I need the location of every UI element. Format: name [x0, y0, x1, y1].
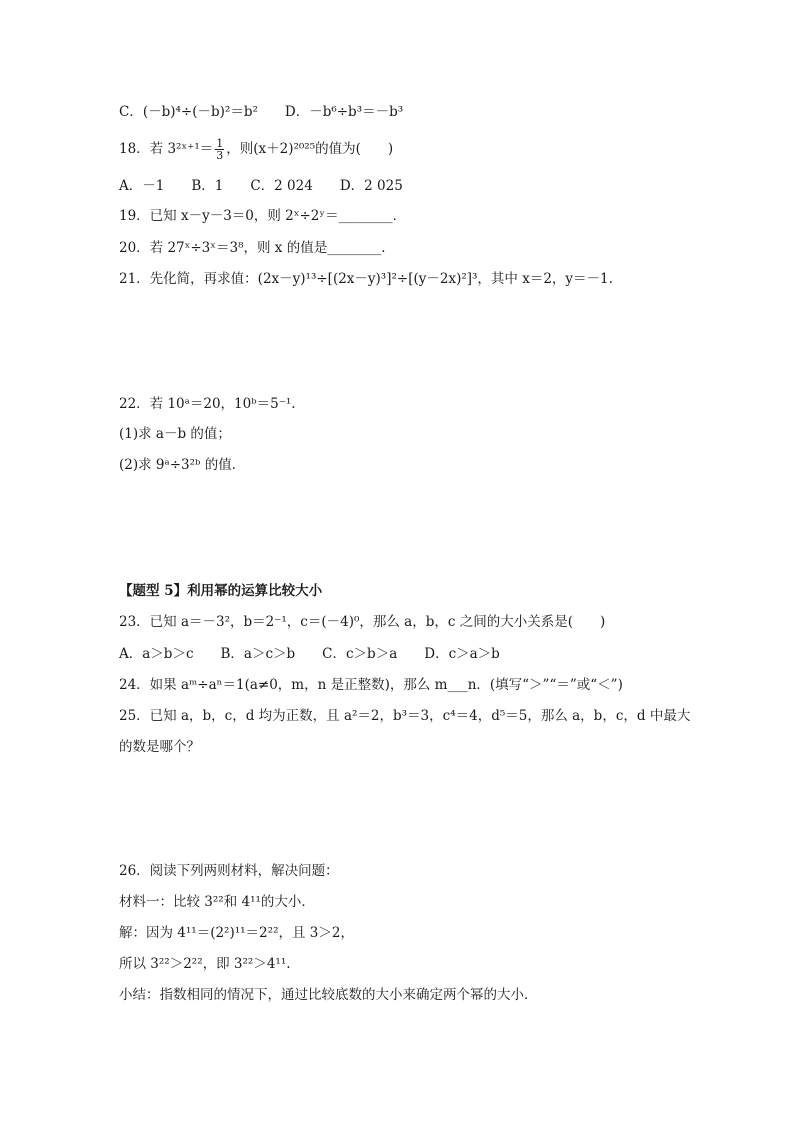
q20: 20．若 27ˣ÷3ˣ＝3⁸，则 x 的值是________． [119, 240, 395, 256]
q18-options: A．－1 B．1 C．2 024 D．2 025 [119, 178, 403, 194]
solution-line2: 所以 3²²＞2²²，即 3²²＞4¹¹. [119, 956, 291, 972]
q25-line1: 25．已知 a，b，c，d 均为正数，且 a²＝2，b³＝3，c⁴＝4，d⁵＝5，那么 a，b，c，d 中最大 [119, 708, 691, 724]
q22-part2: (2)求 9ᵃ÷3²ᵇ 的值． [119, 457, 246, 473]
summary: 小结：指数相同的情况下，通过比较底数的大小来确定两个幂的大小． [119, 987, 538, 1003]
q17-option-line: C．(－b)⁴÷(－b)²＝b² D．－b⁶÷b³＝－b³ [119, 104, 404, 120]
q23-stem: 23．已知 a＝－3²，b＝2⁻¹，c＝(－4)⁰，那么 a，b，c 之间的大小关系是( ) [119, 614, 606, 630]
q18-stem-part1: 18．若 3²ˣ⁺¹＝ [119, 141, 214, 157]
q23-options: A．a＞b＞c B．a＞c＞b C．c＞b＞a D．c＞a＞b [119, 646, 500, 662]
material-one: 材料一：比较 3²²和 4¹¹的大小． [119, 894, 315, 910]
q24: 24．如果 aᵐ÷aⁿ＝1(a≠0，m，n 是正整数)，那么 m___n．(填写“＞”“＝”或“＜”) [119, 677, 623, 693]
q22-part1: (1)求 a－b 的值； [119, 426, 231, 442]
fraction-one-third [215, 138, 224, 161]
fraction-denominator: 3 [216, 149, 224, 162]
solution-line1: 解：因为 4¹¹＝(2²)¹¹＝2²²，且 3＞2， [119, 925, 354, 941]
q26-stem: 26．阅读下列两则材料，解决问题： [119, 863, 339, 879]
fraction-numerator: 1 [216, 137, 224, 150]
q18-stem-part2: ，则(x＋2)²⁰²⁵的值为( ) [226, 141, 394, 157]
q19: 19．已知 x－y－3＝0，则 2ˣ÷2ʸ＝________． [119, 208, 407, 224]
q22-stem: 22．若 10ᵃ＝20，10ᵇ＝5⁻¹. [119, 396, 296, 412]
q25-line2: 的数是哪个？ [119, 739, 200, 755]
q18-stem [119, 138, 393, 161]
section-heading: 【题型 5】利用幂的运算比较大小 [119, 583, 323, 599]
q21: 21．先化简，再求值：(2x－y)¹³÷[(2x－y)³]²÷[(y－2x)²]³，其中 x＝2，y＝－1. [119, 271, 613, 287]
